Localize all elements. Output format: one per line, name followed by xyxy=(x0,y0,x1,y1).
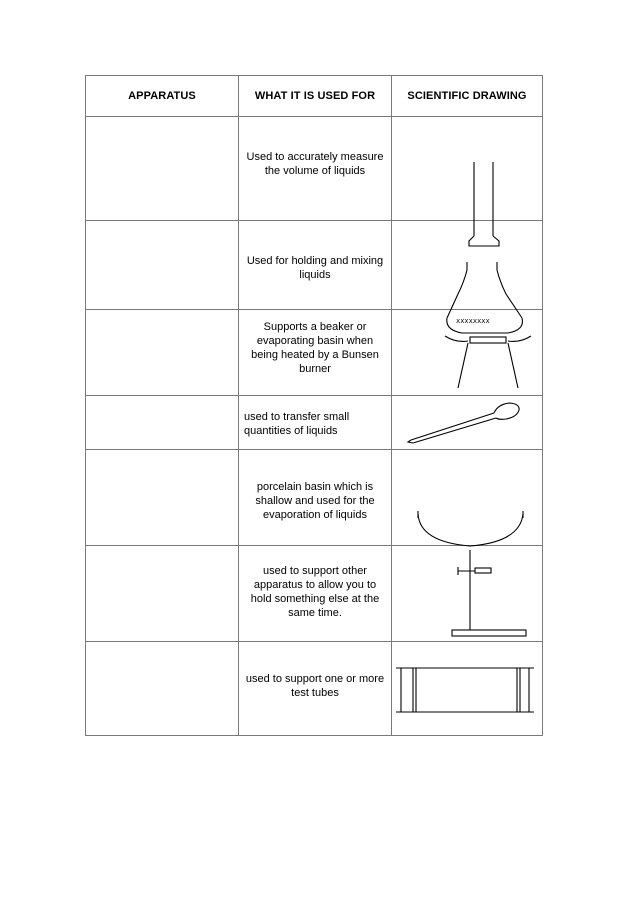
use-text: porcelain basin which is shallow and used for the evaporation of liquids xyxy=(255,481,375,521)
drawing-cell xyxy=(392,450,543,546)
drawing-cell xyxy=(392,396,543,450)
drawing-cell xyxy=(392,117,543,221)
header-apparatus: APPARATUS xyxy=(86,76,239,117)
apparatus-cell xyxy=(86,642,239,736)
header-row xyxy=(86,76,543,117)
apparatus-cell xyxy=(86,450,239,546)
table-row xyxy=(86,117,543,221)
use-text: used to support one or more test tubes xyxy=(245,673,385,699)
drawing-cell xyxy=(392,310,543,396)
use-text: used to transfer small quantities of liquids xyxy=(244,411,350,437)
use-cell xyxy=(239,396,392,450)
use-text: Supports a beaker or evaporating basin when being heated by a Bunsen burner xyxy=(251,321,379,375)
apparatus-cell xyxy=(86,117,239,221)
use-text: used to support other apparatus to allow you to hold something else at the same time. xyxy=(250,565,380,619)
drawing-cell xyxy=(392,546,543,642)
header-use: WHAT IT IS USED FOR xyxy=(239,76,392,117)
use-cell xyxy=(239,642,392,736)
apparatus-cell xyxy=(86,396,239,450)
apparatus-cell xyxy=(86,546,239,642)
apparatus-cell xyxy=(86,310,239,396)
drawing-cell xyxy=(392,221,543,310)
use-cell xyxy=(239,310,392,396)
apparatus-table xyxy=(85,75,543,736)
table-row xyxy=(86,546,543,642)
apparatus-cell xyxy=(86,221,239,310)
table-row xyxy=(86,642,543,736)
table-row xyxy=(86,396,543,450)
use-cell xyxy=(239,450,392,546)
table-row xyxy=(86,450,543,546)
use-cell xyxy=(239,221,392,310)
drawing-cell xyxy=(392,642,543,736)
table-row xyxy=(86,221,543,310)
use-text: Used for holding and mixing liquids xyxy=(246,255,384,281)
header-drawing: SCIENTIFIC DRAWING xyxy=(392,76,543,117)
table-row xyxy=(86,310,543,396)
gauze-marks: xxxxxxxx xyxy=(456,317,490,325)
use-cell xyxy=(239,117,392,221)
use-text: Used to accurately measure the volume of liquids xyxy=(246,151,384,177)
use-cell xyxy=(239,546,392,642)
